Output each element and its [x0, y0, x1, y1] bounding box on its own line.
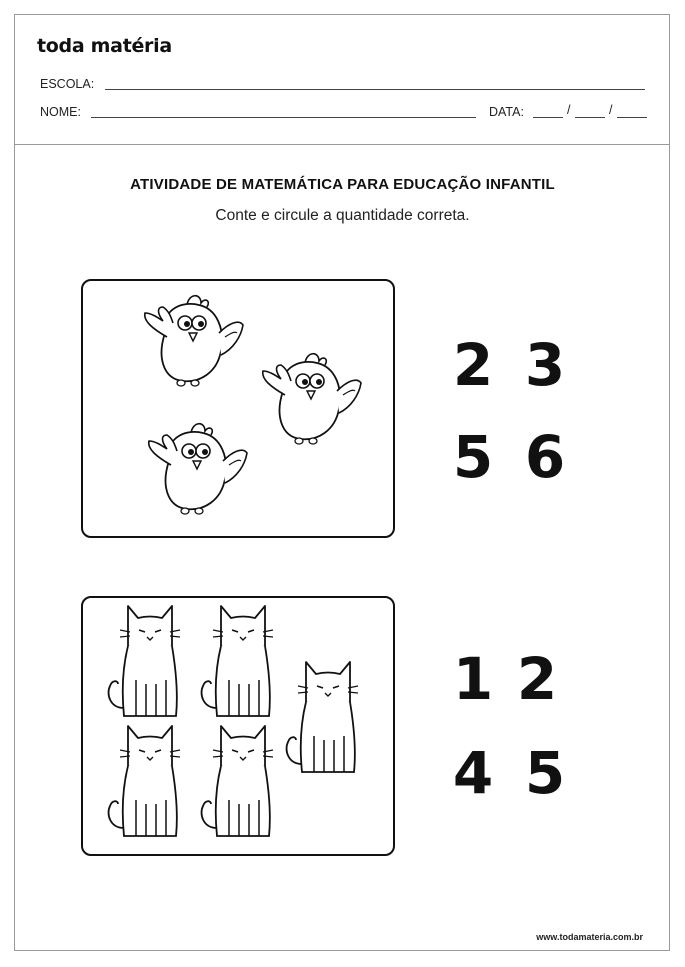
bird-illustrations [83, 281, 397, 540]
name-label: NOME: [40, 105, 81, 119]
date-day-field[interactable] [533, 117, 563, 118]
answer-option[interactable]: 4 [452, 739, 494, 807]
date-separator: / [609, 103, 613, 117]
answer-option[interactable]: 2 [452, 331, 494, 399]
worksheet-header [15, 15, 669, 145]
date-year-field[interactable] [617, 117, 647, 118]
date-label: DATA: [489, 105, 524, 119]
answer-option[interactable]: 5 [452, 423, 494, 491]
answer-option[interactable]: 1 [452, 645, 494, 713]
school-field[interactable] [105, 89, 645, 90]
brand-logo: toda matéria [37, 35, 172, 57]
activity-title: ATIVIDADE DE MATEMÁTICA PARA EDUCAÇÃO INFANTIL [130, 176, 555, 193]
website-link[interactable]: www.todamateria.com.br [536, 932, 643, 942]
cat-icon [202, 726, 273, 836]
cat-icon [287, 662, 358, 772]
date-month-field[interactable] [575, 117, 605, 118]
cat-icon [109, 606, 180, 716]
activity-instruction: Conte e circule a quantidade correta. [215, 207, 470, 224]
cat-icon [109, 726, 180, 836]
cat-icon [202, 606, 273, 716]
bird-icon [145, 296, 243, 386]
answer-option[interactable]: 2 [516, 645, 558, 713]
bird-icon [263, 354, 361, 444]
answer-option[interactable]: 3 [524, 331, 566, 399]
school-label: ESCOLA: [40, 77, 95, 91]
bird-icon [149, 424, 247, 514]
answer-option[interactable]: 5 [524, 739, 566, 807]
answer-option[interactable]: 6 [524, 423, 566, 491]
cat-illustrations [83, 598, 397, 858]
cat-counting-box [81, 596, 395, 856]
date-separator: / [567, 103, 571, 117]
name-field[interactable] [91, 117, 476, 118]
bird-counting-box [81, 279, 395, 538]
